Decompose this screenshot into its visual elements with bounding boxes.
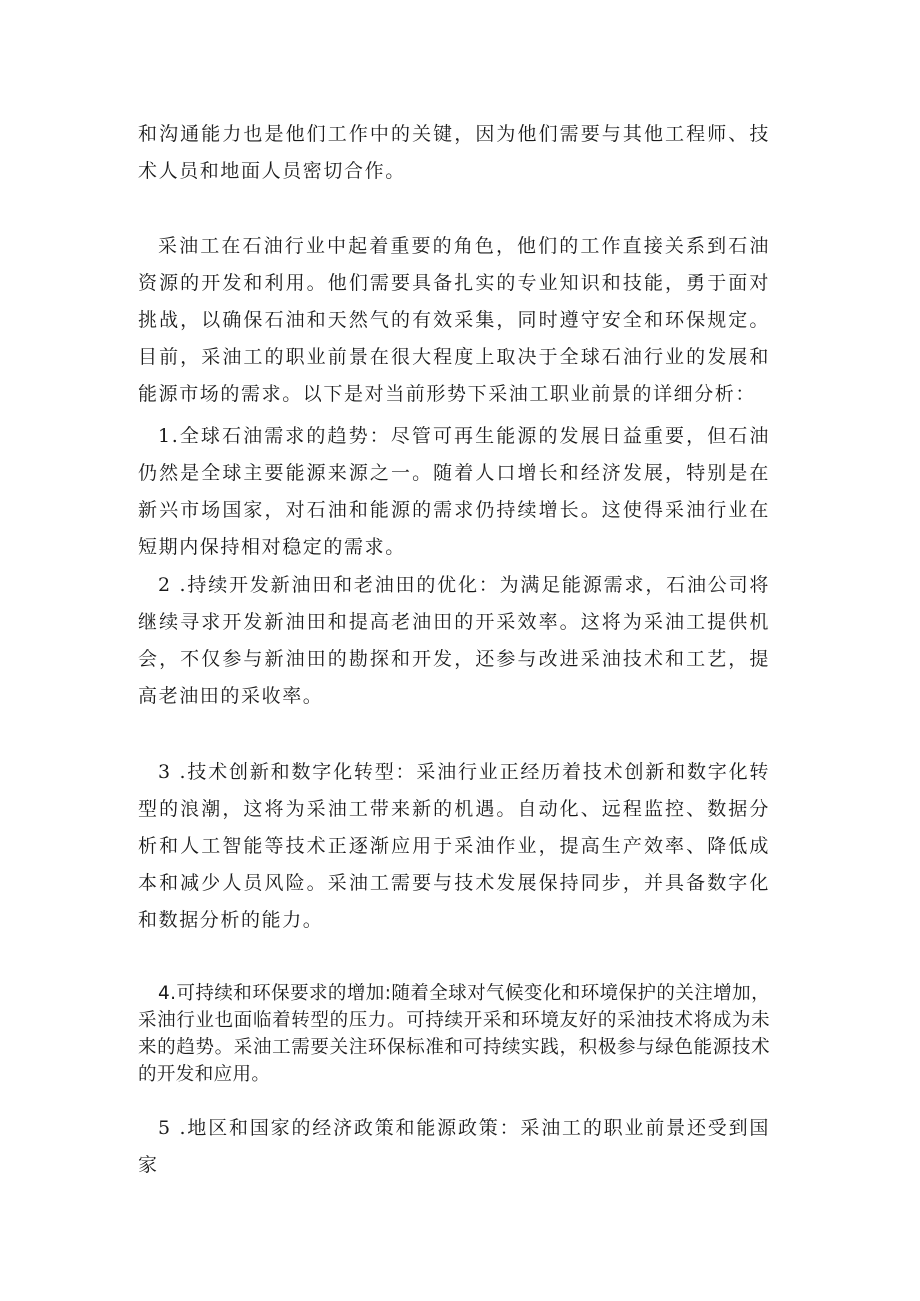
list-item-5: 5 .地区和国家的经济政策和能源政策：采油工的职业前景还受到国家 (138, 1117, 770, 1176)
list-item-4: 4.可持续和环保要求的增加:随着全球对气候变化和环境保护的关注增加，采油行业也面临着转型的压力。可持续开采和环境友好的采油技术将成为未来的趋势。采油工需要关注环保标准和可持续实践，积极参与绿色能源技术的开发和应用。 (138, 983, 770, 1085)
paragraph-teamwork: 和沟通能力也是他们工作中的关键，因为他们需要与其他工程师、技术人员和地面人员密切合作。 (138, 123, 770, 182)
list-item-1: 1.全球石油需求的趋势：尽管可再生能源的发展日益重要，但石油仍然是全球主要能源来源之一。随着人口增长和经济发展，特别是在新兴市场国家，对石油和能源的需求仍持续增长。这使得采油行业在短期内保持相对稳定的需求。 (138, 425, 770, 558)
list-item-2: 2 .持续开发新油田和老油田的优化：为满足能源需求，石油公司将继续寻求开发新油田和提高老油田的开采效率。这将为采油工提供机会，不仅参与新油田的勘探和开发，还参与改进采油技术和工艺，提高老油田的采收率。 (138, 574, 770, 707)
paragraph-intro: 采油工在石油行业中起着重要的角色，他们的工作直接关系到石油资源的开发和利用。他们需要具备扎实的专业知识和技能，勇于面对挑战，以确保石油和天然气的有效采集，同时遵守安全和环保规定。目前，采油工的职业前景在很大程度上取决于全球石油行业的发展和能源市场的需求。以下是对当前形势下采油工职业前景的详细分析： (138, 235, 770, 405)
list-item-3: 3 .技术创新和数字化转型：采油行业正经历着技术创新和数字化转型的浪潮，这将为采油工带来新的机遇。自动化、远程监控、数据分析和人工智能等技术正逐渐应用于采油作业，提高生产效率、降低成本和减少人员风险。采油工需要与技术发展保持同步，并具备数字化和数据分析的能力。 (138, 761, 770, 931)
